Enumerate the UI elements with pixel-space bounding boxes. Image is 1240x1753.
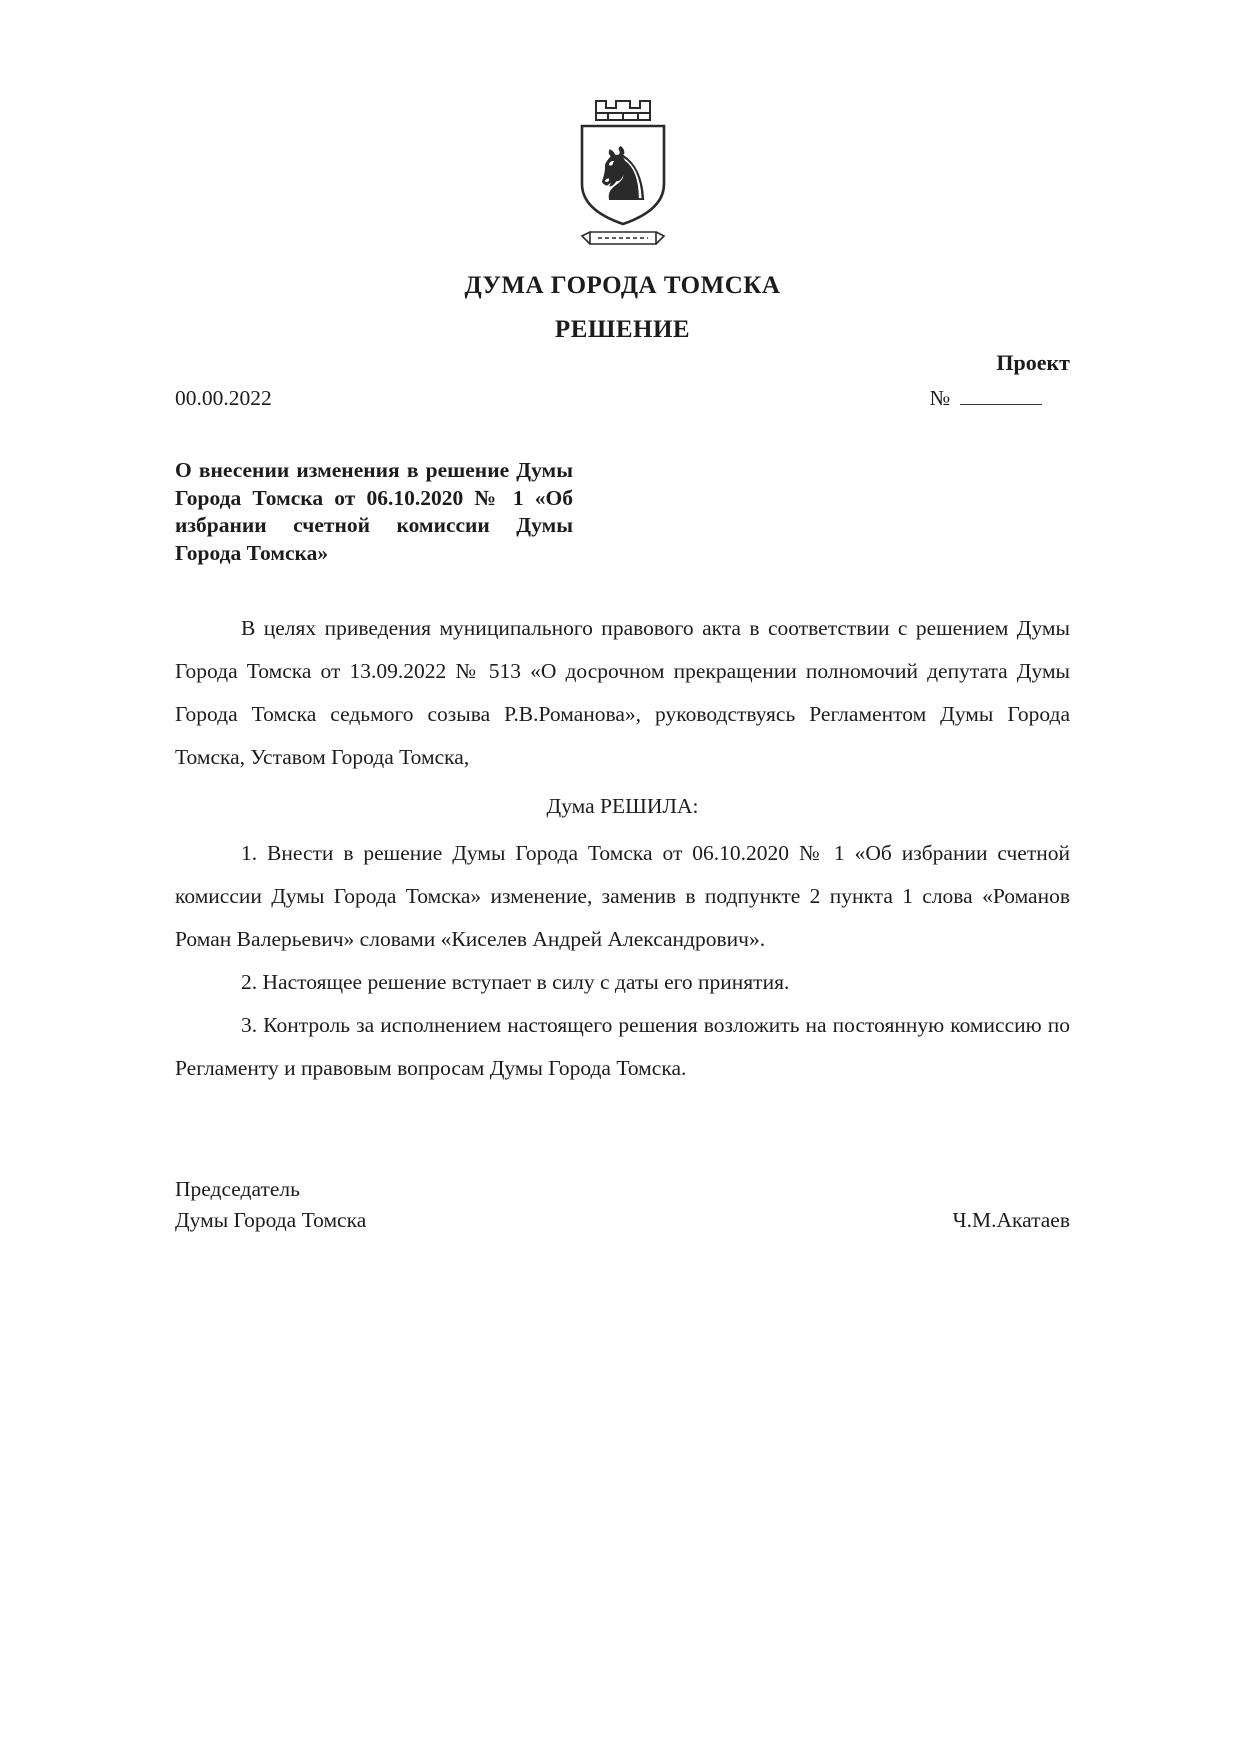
document-subject: О внесении изменения в решение Думы Города Томска от 06.10.2020 № 1 «Об избрании счетной комиссии Думы Города Томска» <box>175 458 573 565</box>
document-number <box>929 384 1042 411</box>
resolution-item-2: 2. Настоящее решение вступает в силу с даты его принятия. <box>241 970 790 994</box>
signature-block <box>175 1174 1070 1236</box>
signature-position-line1: Председатель <box>175 1177 300 1201</box>
resolution-heading: Дума РЕШИЛА: <box>546 794 699 818</box>
document-type-title: РЕШЕНИЕ <box>554 316 691 343</box>
resolution-item-3: 3. Контроль за исполнением настоящего решения возложить на постоянную комиссию по Регламенту и правовым вопросам Думы Города Томска. <box>175 1013 1070 1080</box>
number-blank-line <box>960 384 1042 405</box>
document-date: 00.00.2022 <box>175 386 272 410</box>
tomsk-coat-of-arms-icon <box>560 92 686 250</box>
resolution-item-1: 1. Внести в решение Думы Города Томска от 06.10.2020 № 1 «Об избрании счетной комиссии Думы Города Томска» изменение, заменив в подпункте 2 пункта 1 слова «Романов Роман Валерьевич» словами «Киселев Андрей Александрович». <box>175 841 1070 951</box>
signature-position <box>175 1174 366 1236</box>
date-number-row <box>175 384 1070 411</box>
number-sign-label: № <box>929 386 950 410</box>
signature-name: Ч.М.Акатаев <box>952 1208 1070 1232</box>
preamble-paragraph: В целях приведения муниципального правового акта в соответствии с решением Думы Города Томска от 13.09.2022 № 513 «О досрочном прекращении полномочий депутата Думы Города Томска седьмого созыва Р.В.Романова», руководствуясь Регламентом Думы Города Томска, Уставом Города Томска, <box>175 616 1070 769</box>
document-header <box>175 92 1070 344</box>
organization-name: ДУМА ГОРОДА ТОМСКА <box>464 272 781 299</box>
svg-text:♞: ♞ <box>589 132 656 218</box>
draft-label: Проект <box>996 350 1070 375</box>
emblem-container <box>175 92 1070 250</box>
signature-position-line2: Думы Города Томска <box>175 1208 367 1232</box>
